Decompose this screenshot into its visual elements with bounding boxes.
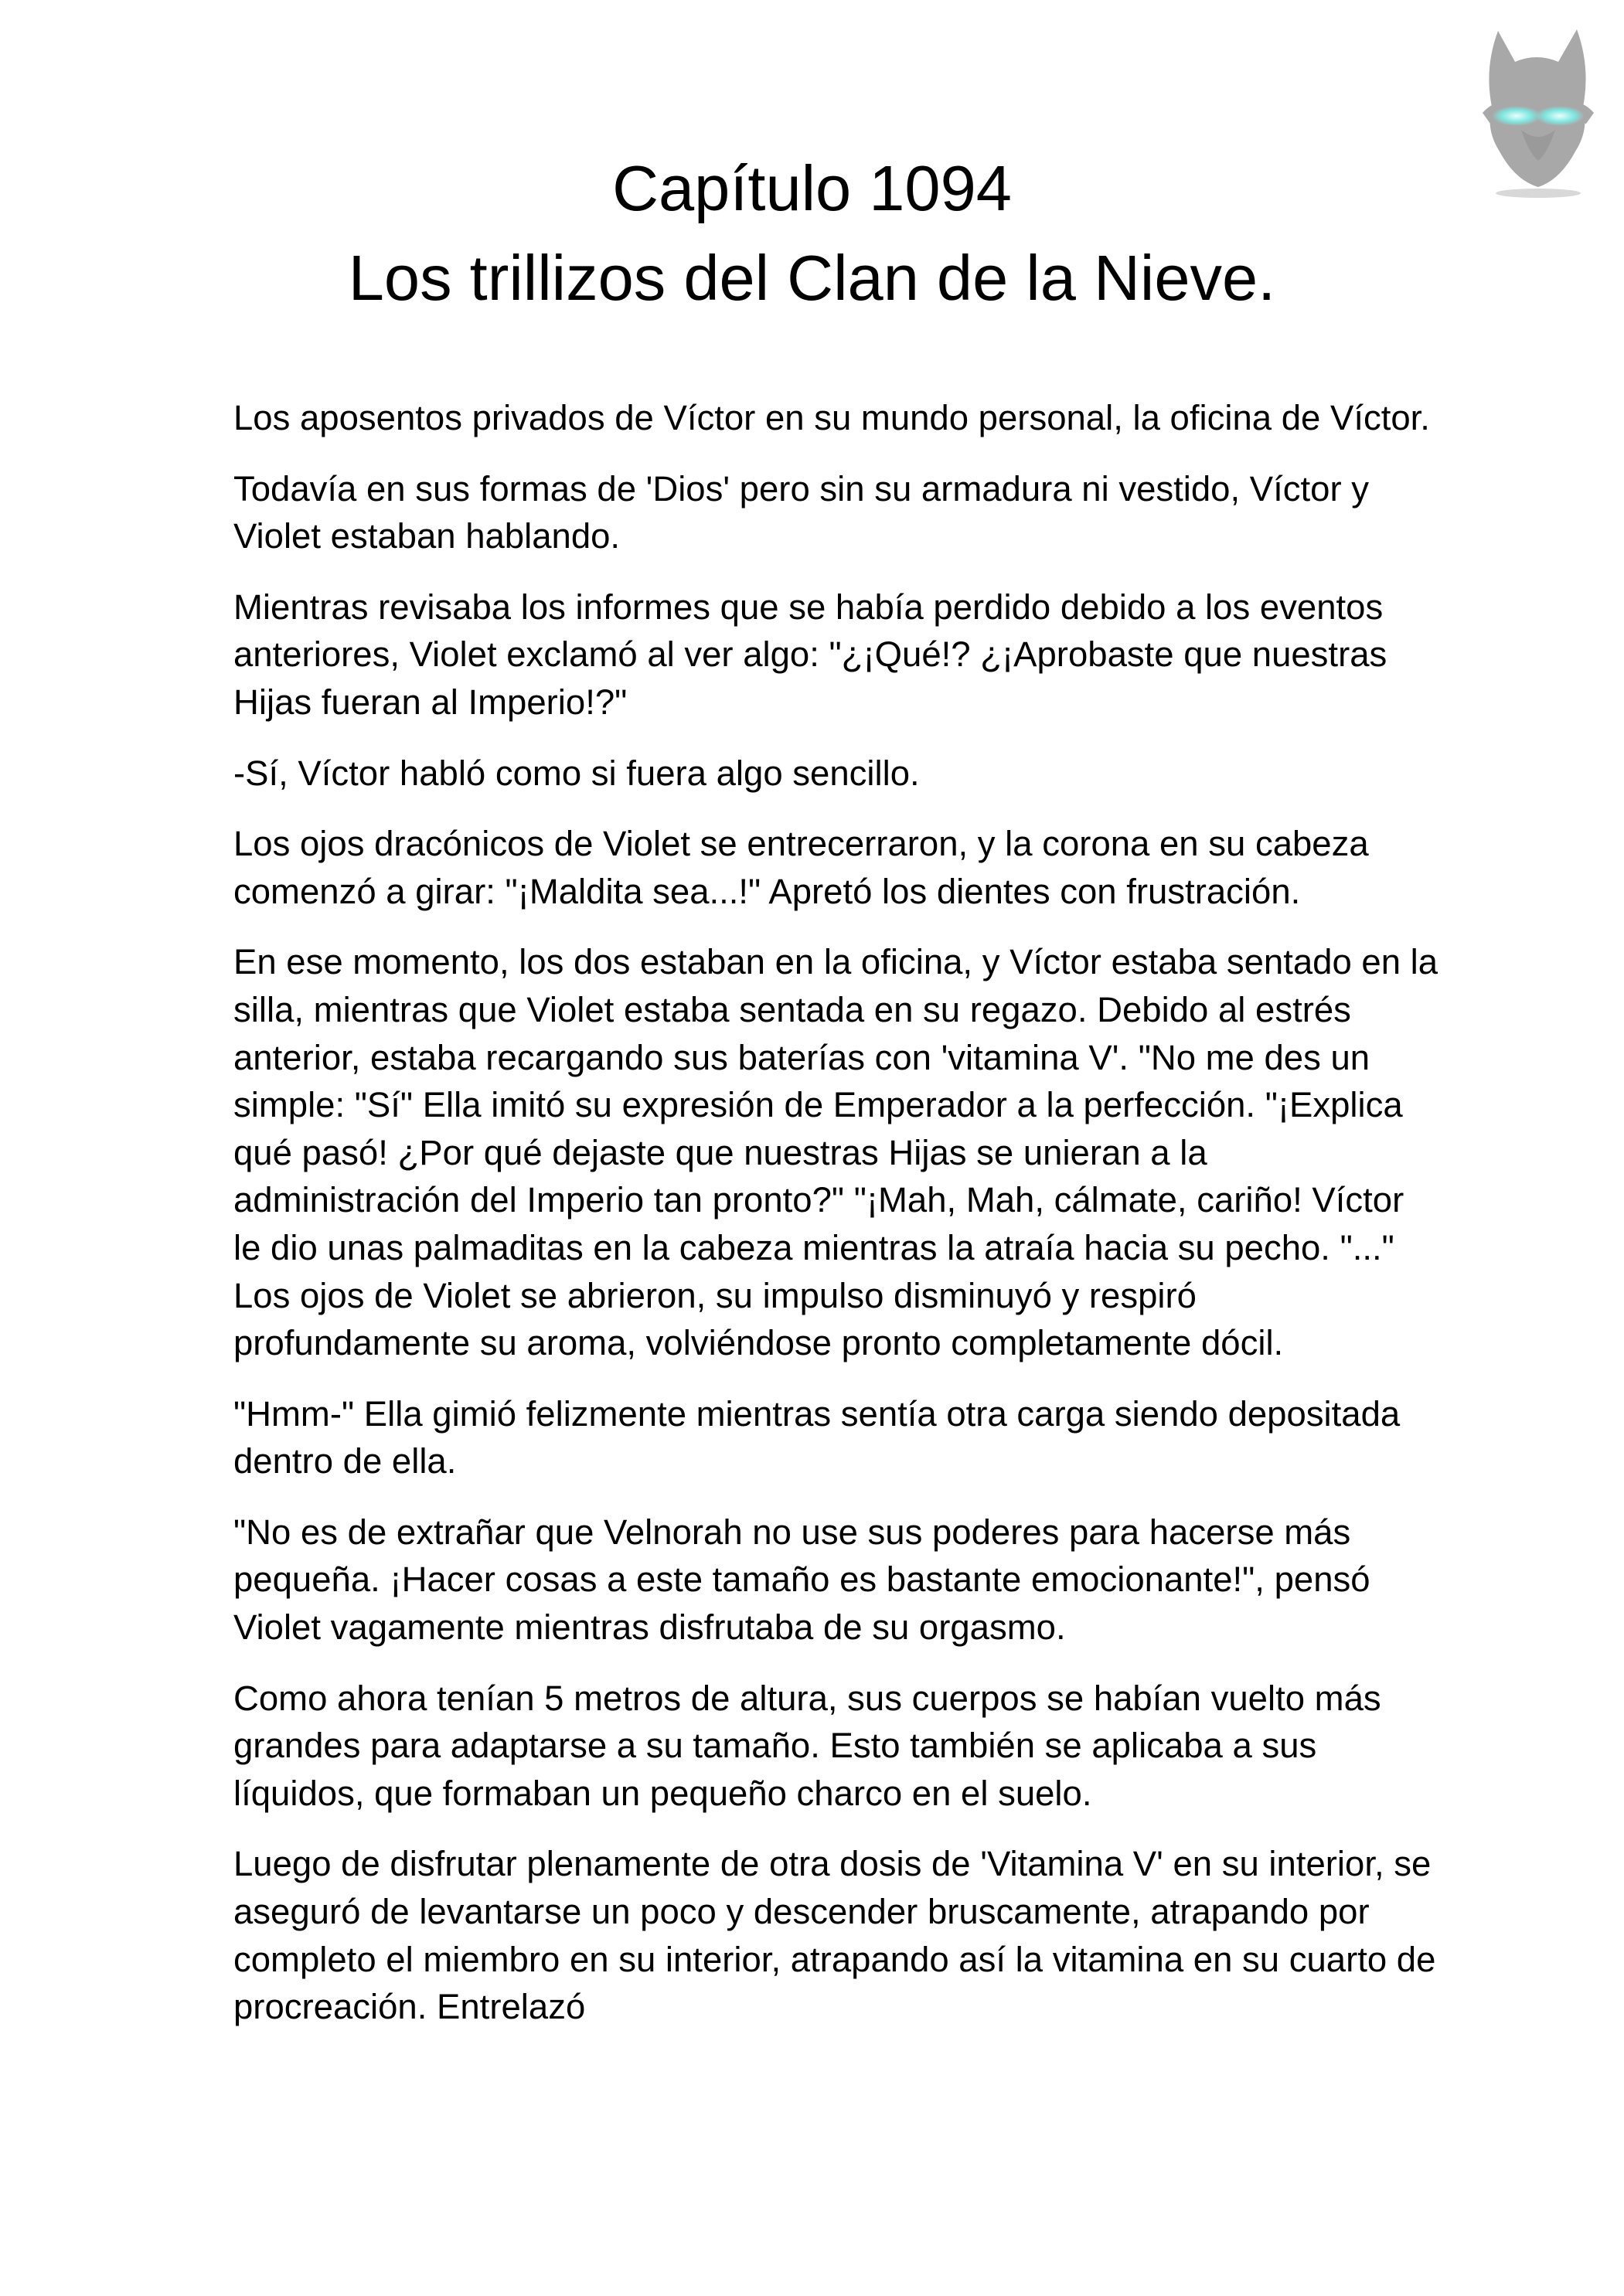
paragraph: "Hmm-" Ella gimió felizmente mientras sentía otra carga siendo depositada dentro de ella. (233, 1393, 1401, 1481)
paragraph: Los aposentos privados de Víctor en su mundo personal, la oficina de Víctor. (233, 398, 1430, 437)
chapter-subtitle: Los trillizos del Clan de la Nieve. (348, 242, 1276, 314)
paragraph: Los ojos dracónicos de Violet se entrecerraron, y la corona en su cabeza comenzó a girar: "¡Maldita sea...!" Apretó los dientes con frustración. (233, 824, 1369, 911)
paragraph: En ese momento, los dos estaban en la oficina, y Víctor estaba sentado en la silla, mientras que Violet estaba sentada en su regazo. Debido al estrés anterior, estaba recargando sus baterías con 'vitamina V'. "No me des un simple: "Sí" Ella imitó su expresión de Emperador a la perfección. "¡Explica qué pasó! ¿Por qué dejaste que nuestras Hijas se unieran a la administración del Imperio tan pronto?" "¡Mah, Mah, cálmate, cariño! Víctor le dio unas palmaditas en la cabeza mientras la atraía hacia su pecho. "..." Los ojos de Violet se abrieron, su impulso disminuyó y respiró profundamente su aroma, volviéndose pronto completamente dócil. (233, 942, 1438, 1363)
logo-right-eye (1535, 106, 1585, 126)
paragraph: Mientras revisaba los informes que se había perdido debido a los eventos anteriores, Violet exclamó al ver algo: "¿¡Qué!? ¿¡Aprobaste que nuestras Hijas fueran al Imperio!?" (233, 587, 1387, 722)
paragraph: Como ahora tenían 5 metros de altura, sus cuerpos se habían vuelto más grandes para adaptarse a su tamaño. Esto también se aplicaba a sus líquidos, que formaban un pequeño charco en el suelo. (233, 1678, 1381, 1813)
chapter-title (0, 144, 1624, 323)
chapter-body (233, 394, 1439, 2054)
paragraph: -Sí, Víctor habló como si fuera algo sencillo. (233, 753, 920, 793)
paragraph: "No es de extrañar que Velnorah no use sus poderes para hacerse más pequeña. ¡Hacer cosas a este tamaño es bastante emocionante!", pensó Violet vagamente mientras disfrutaba de su orgasmo. (233, 1512, 1370, 1648)
paragraph: Todavía en sus formas de 'Dios' pero sin su armadura ni vestido, Víctor y Violet estaban hablando. (233, 468, 1369, 556)
chapter-number: Capítulo 1094 (612, 152, 1012, 224)
logo-left-eye (1492, 106, 1541, 126)
paragraph: Luego de disfrutar plenamente de otra dosis de 'Vitamina V' en su interior, se aseguró de levantarse un poco y descender bruscamente, atrapando por completo el miembro en su interior, atrapando así la vitamina en su cuarto de procreación. Entrelazó (233, 1844, 1436, 2027)
